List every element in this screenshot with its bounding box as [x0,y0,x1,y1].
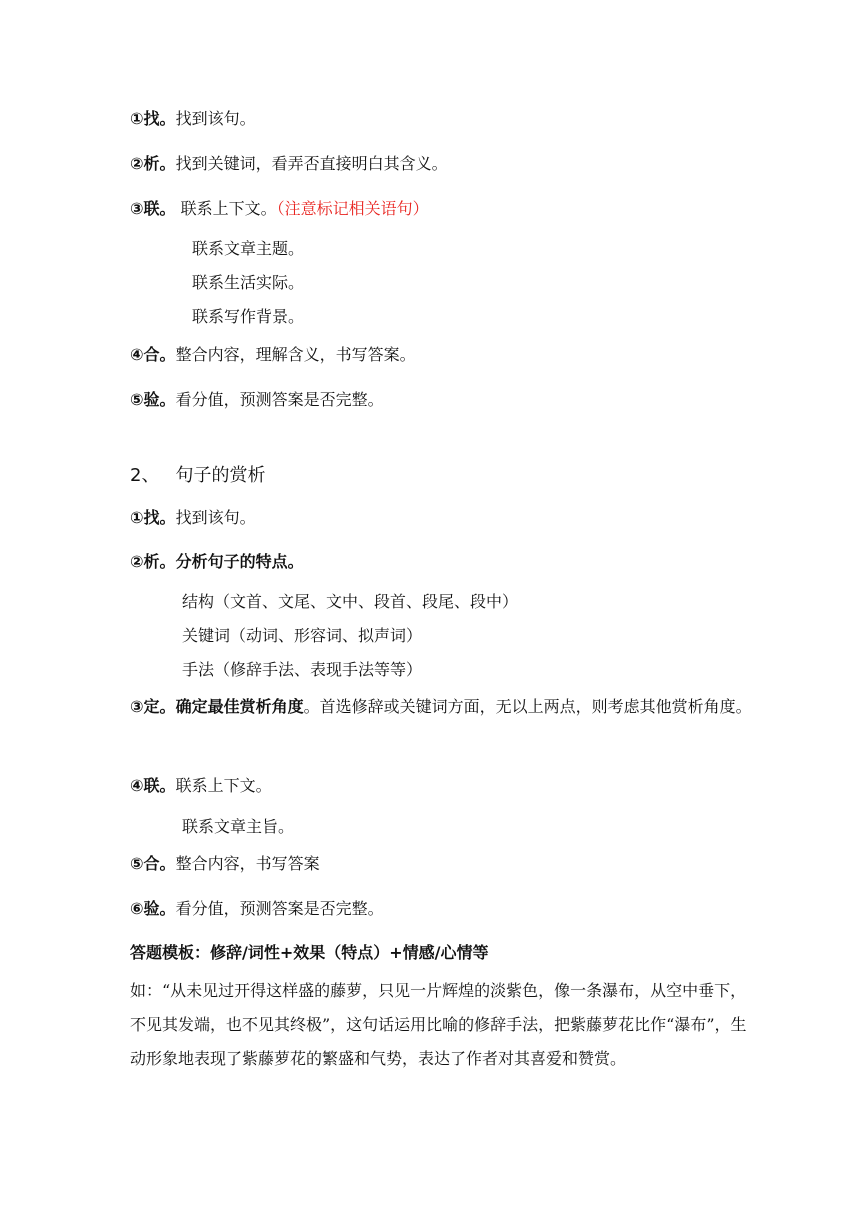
step-label: ③联。 [130,199,176,218]
step-text: 联系上下文。 [175,199,277,218]
s2-step-analyze [130,551,304,573]
step-text: 看分值，预测答案是否完整。 [175,390,384,409]
s2-step-verify [130,898,384,920]
step-text: 联系上下文。 [175,776,272,795]
step-text: 整合内容，理解含义，书写答案。 [175,345,416,364]
s1-step-combine [130,344,416,366]
s2-analyze-sub-technique: 手法（修辞手法、表现手法等等） [182,660,423,679]
step-text: 找到该句。 [175,109,256,128]
step-text: 找到该句。 [175,508,256,527]
s1-step-analyze [130,153,448,175]
step-label: ④联。 [130,776,176,795]
s2-analyze-sub-structure: 结构（文首、文尾、文中、段首、段尾、段中） [182,592,519,611]
s2-step-find [130,507,256,529]
s2-connect-sub-theme: 联系文章主旨。 [182,817,295,836]
step-label: ⑥验。 [130,899,176,918]
step-text: 看分值，预测答案是否完整。 [175,899,384,918]
s1-connect-sub-theme: 联系文章主题。 [192,239,305,258]
s1-step-connect [130,198,429,220]
s1-step-find [130,108,256,130]
step-label: ①找。 [130,109,176,128]
step-label: ⑤合。 [130,854,176,873]
answer-template: 答题模板：修辞/词性+效果（特点）+情感/心情等 [130,943,489,962]
step-text: 找到关键词，看弄否直接明白其含义。 [175,154,448,173]
step-label: ①找。 [130,508,176,527]
step-label: ③定。 [130,697,176,716]
step-bold-text: 确定最佳赏析角度 [175,697,304,716]
step-label: ⑤验。 [130,390,176,409]
heading-number: 2、 [130,465,160,486]
s2-step-combine [130,853,320,875]
s2-analyze-sub-keywords: 关键词（动词、形容词、拟声词） [182,626,423,645]
step-text: 分析句子的特点。 [175,552,304,571]
step-note: （注意标记相关语句） [276,199,429,218]
s2-step-decide [130,690,758,724]
step-label: ④合。 [130,345,176,364]
s1-connect-sub-life: 联系生活实际。 [192,273,305,292]
s2-step-connect [130,775,272,797]
s1-connect-sub-background: 联系写作背景。 [192,307,305,326]
section-2-heading [130,465,265,487]
step-text: 。首选修辞或关键词方面，无以上两点，则考虑其他赏析角度。 [303,697,752,716]
example-paragraph: 如：“从未见过开得这样盛的藤萝，只见一片辉煌的淡紫色，像一条瀑布，从空中垂下，不见其发端，也不见其终极”，这句话运用比喻的修辞手法，把紫藤萝花比作“瀑布”，生动形象地表现了紫藤萝花的繁盛和气势，表达了作者对其喜爱和赞赏。 [130,981,747,1068]
step-label: ②析。 [130,552,176,571]
step-text: 整合内容，书写答案 [175,854,320,873]
s1-step-verify [130,389,384,411]
heading-title: 句子的赏析 [175,465,266,486]
step-label: ②析。 [130,154,176,173]
